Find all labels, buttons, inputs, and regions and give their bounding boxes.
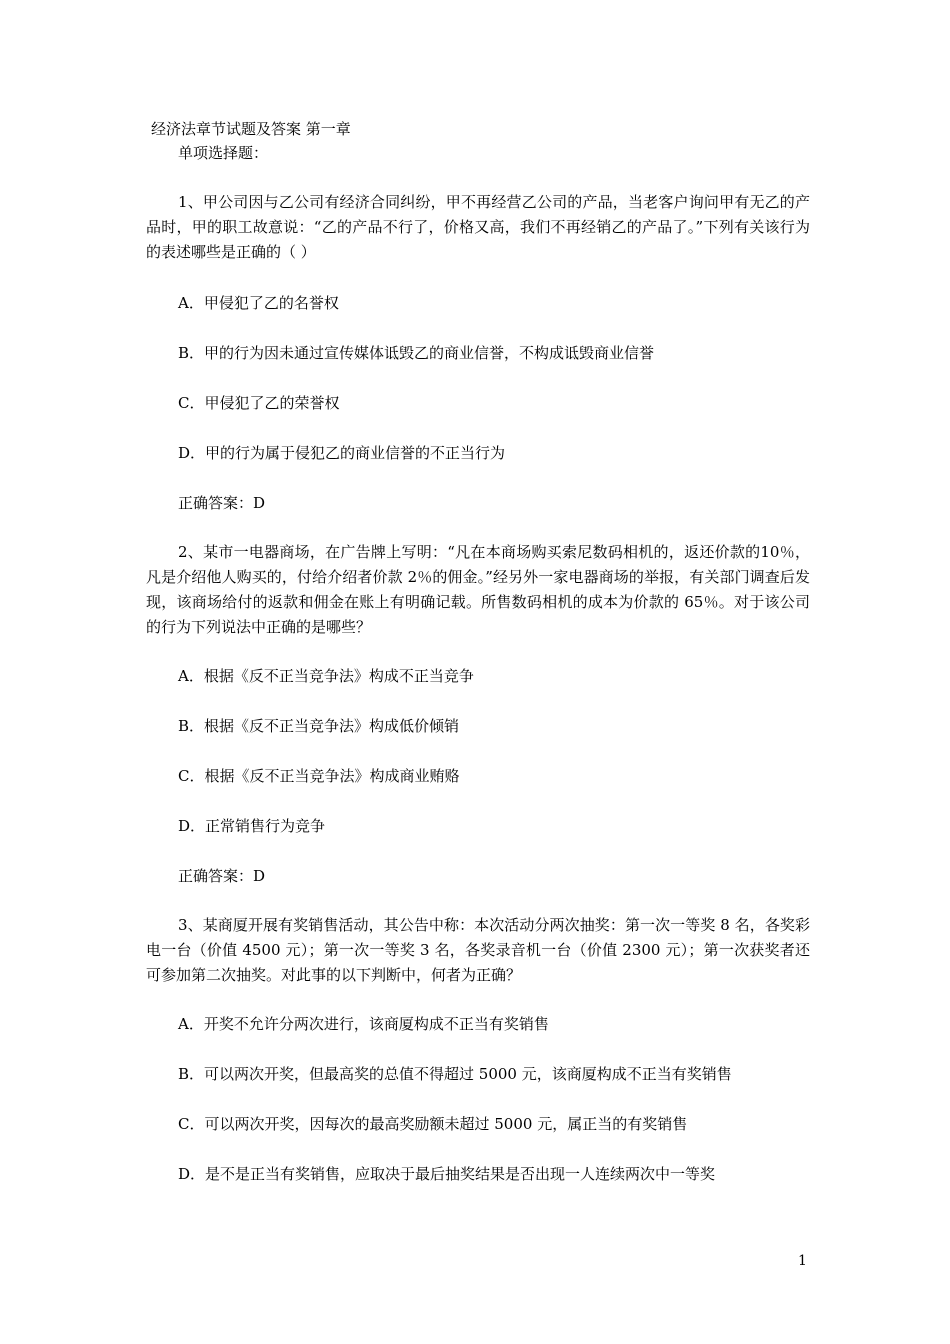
question-2-option-a: A．根据《反不正当竞争法》构成不正当竞争: [178, 667, 474, 685]
question-3-text: 3、某商厦开展有奖销售活动，其公告中称：本次活动分两次抽奖：第一次一等奖 8 名，各奖彩电一台（价值 4500 元）；第一次一等奖 3 名，各奖录音机一台（价值 2300 元）；第一次获奖者还可参加第二次抽奖。对此事的以下判断中，何者为正确？: [146, 916, 810, 984]
question-3-option-b: B．可以两次开奖，但最高奖的总值不得超过 5000 元，该商厦构成不正当有奖销售: [178, 1065, 732, 1083]
question-3-option-d: D．是不是正当有奖销售，应取决于最后抽奖结果是否出现一人连续两次中一等奖: [178, 1165, 716, 1183]
page-number: 1: [798, 1253, 807, 1269]
question-2-option-c: C．根据《反不正当竞争法》构成商业贿赂: [178, 767, 460, 785]
question-1-text: 1、甲公司因与乙公司有经济合同纠纷，甲不再经营乙公司的产品，当老客户询问甲有无乙的产品时，甲的职工故意说：“乙的产品不行了，价格又高，我们不再经销乙的产品了。”下列有关该行为的表述哪些是正确的（ ）: [146, 193, 810, 261]
section-heading: 单项选择题：: [178, 144, 269, 162]
question-3-option-c: C．可以两次开奖，因每次的最高奖励额未超过 5000 元，属正当的有奖销售: [178, 1115, 688, 1133]
question-2-option-b: B．根据《反不正当竞争法》构成低价倾销: [178, 717, 460, 735]
question-1-option-a: A．甲侵犯了乙的名誉权: [178, 294, 339, 312]
question-1-option-c: C．甲侵犯了乙的荣誉权: [178, 394, 340, 412]
document-title: 经济法章节试题及答案 第一章: [151, 120, 351, 138]
question-1-option-d: D．甲的行为属于侵犯乙的商业信誉的不正当行为: [178, 444, 506, 462]
question-2-answer: 正确答案：D: [178, 867, 266, 885]
question-3-option-a: A．开奖不允许分两次进行，该商厦构成不正当有奖销售: [178, 1015, 549, 1033]
question-1-answer: 正确答案：D: [178, 494, 266, 512]
question-1-option-b: B．甲的行为因未通过宣传媒体诋毁乙的商业信誉，不构成诋毁商业信誉: [178, 344, 655, 362]
question-2-text: 2、某市一电器商场，在广告牌上写明：“凡在本商场购买索尼数码相机的，返还价款的10％，凡是介绍他人购买的，付给介绍者价款 2％的佣金。”经另外一家电器商场的举报，有关部门调查后发现，该商场给付的返款和佣金在账上有明确记载。所售数码相机的成本为价款的 65％。对于该公司的行为下列说法中正确的是哪些？: [146, 543, 810, 636]
question-2-option-d: D．正常销售行为竞争: [178, 817, 326, 835]
